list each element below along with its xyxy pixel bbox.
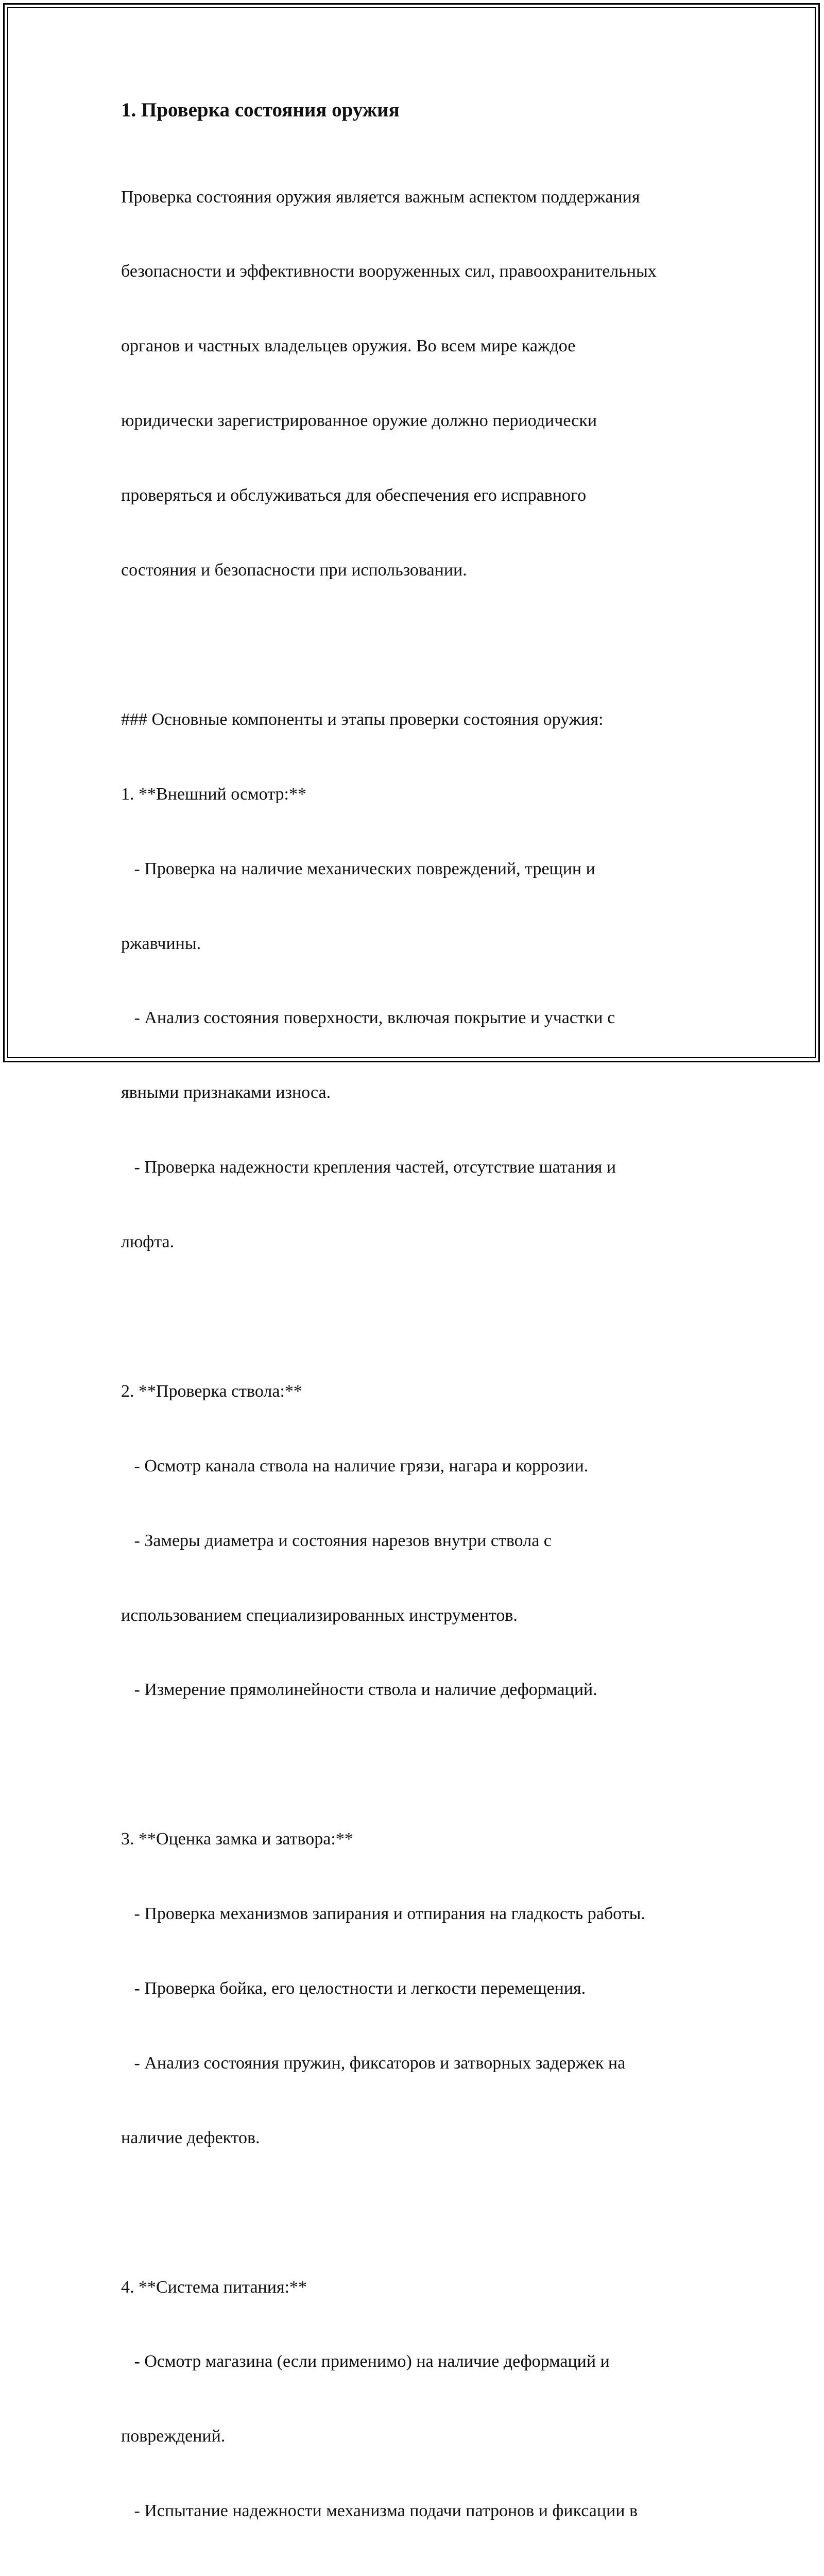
list-subitem-continuation: люфта.	[121, 1232, 175, 1252]
list-subitem: - Осмотр канала ствола на наличие грязи, нагара и коррозии.	[121, 1456, 589, 1476]
list-subitem-continuation: наличие дефектов.	[121, 2128, 260, 2147]
list-subitem: - Испытание надежности механизма подачи патронов и фиксации в	[121, 2501, 638, 2521]
list-subitem: - Проверка бойка, его целостности и легкости перемещения.	[121, 1978, 586, 1998]
document-body	[121, 135, 729, 2576]
list-item-heading: 3. **Оценка замка и затвора:**	[121, 1829, 353, 1849]
list-item-heading: 4. **Система питания:**	[121, 2277, 307, 2297]
list-subitem: - Анализ состояния пружин, фиксаторов и затворных задержек на	[121, 2053, 626, 2073]
list-subitem-continuation: повреждений.	[121, 2427, 226, 2446]
section-heading: ### Основные компоненты и этапы проверки состояния оружия:	[121, 709, 604, 729]
text-line: безопасности и эффективности вооруженных сил, правоохранительных	[121, 262, 657, 281]
text-line: органов и частных владельцев оружия. Во всем мире каждое	[121, 336, 576, 356]
list-subitem: - Анализ состояния поверхности, включая покрытие и участки с	[121, 1008, 615, 1028]
blank-line	[121, 1752, 729, 1777]
text-line: проверяться и обслуживаться для обеспечения его исправного	[121, 486, 587, 505]
list-subitem-continuation	[121, 2573, 729, 2576]
text-line: состояния и безопасности при использовании.	[121, 561, 467, 580]
blank-line	[121, 2200, 729, 2225]
list-subitem: - Измерение прямолинейности ствола и наличие деформаций.	[121, 1680, 597, 1700]
list-item-heading: 2. **Проверка ствола:**	[121, 1381, 302, 1401]
document-content	[121, 96, 729, 2576]
list-subitem: - Замеры диаметра и состояния нарезов внутри ствола с	[121, 1531, 552, 1550]
list-item-heading: 1. **Внешний осмотр:**	[121, 784, 306, 804]
list-subitem-continuation: явными признаками износа.	[121, 1083, 331, 1103]
list-subitem: - Проверка на наличие механических повреждений, трещин и	[121, 859, 595, 878]
text-line: Проверка состояния оружия является важным аспектом поддержания	[121, 187, 640, 207]
list-subitem: - Проверка механизмов запирания и отпирания на гладкость работы.	[121, 1904, 645, 1924]
list-subitem: - Осмотр магазина (если применимо) на наличие деформаций и	[121, 2352, 610, 2371]
document-heading: 1. Проверка состояния оружия	[121, 99, 400, 121]
list-subitem: - Проверка надежности крепления частей, отсутствие шатания и	[121, 1158, 616, 1177]
blank-line	[121, 633, 729, 657]
text-line: юридически зарегистрированное оружие должно периодически	[121, 411, 597, 431]
blank-line	[121, 1304, 729, 1329]
list-subitem-continuation: использованием специализированных инструментов.	[121, 1605, 518, 1625]
list-subitem-continuation: ржавчины.	[121, 934, 201, 953]
